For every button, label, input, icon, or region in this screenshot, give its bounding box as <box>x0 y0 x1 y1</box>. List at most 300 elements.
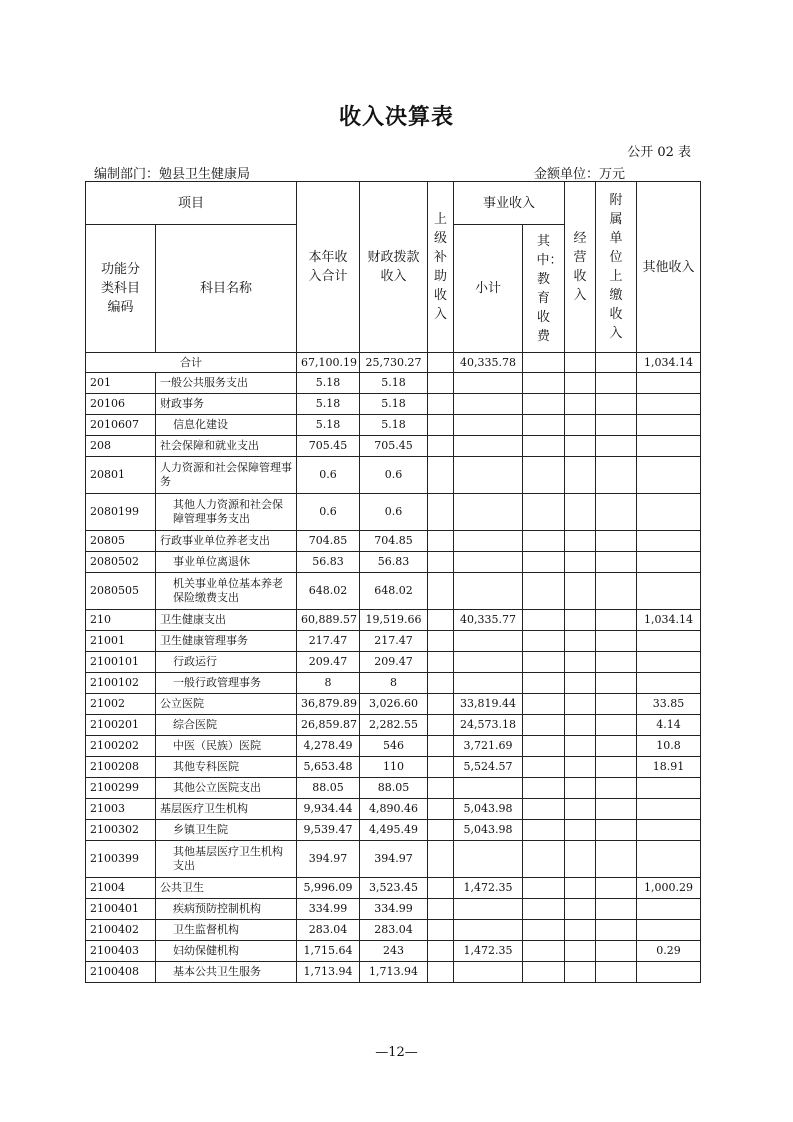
row-fiscal-income: 1,713.94 <box>360 962 428 983</box>
row-business-subtotal: 1,472.35 <box>454 941 523 962</box>
row-fiscal-income: 4,890.46 <box>360 799 428 820</box>
row-affiliated-income <box>596 920 637 941</box>
row-affiliated-income <box>596 531 637 552</box>
row-total-income: 4,278.49 <box>297 736 360 757</box>
row-business-subtotal <box>454 673 523 694</box>
row-superior-income <box>428 415 454 436</box>
table-row <box>86 920 701 941</box>
row-operating-income <box>565 778 596 799</box>
total-affiliated-value <box>596 353 637 373</box>
row-other-income <box>637 494 701 531</box>
header-business-subtotal: 小计 <box>454 225 523 353</box>
row-other-income <box>637 436 701 457</box>
row-code: 20805 <box>86 531 156 552</box>
row-code: 2100302 <box>86 820 156 841</box>
table-row <box>86 778 701 799</box>
row-affiliated-income <box>596 962 637 983</box>
row-business-subtotal: 24,573.18 <box>454 715 523 736</box>
row-other-income: 1,034.14 <box>637 610 701 631</box>
row-fiscal-income: 546 <box>360 736 428 757</box>
row-subject-name: 信息化建设 <box>156 415 297 436</box>
row-fiscal-income: 56.83 <box>360 552 428 573</box>
row-edu-fee <box>523 415 565 436</box>
page-number: —12— <box>375 1045 418 1060</box>
row-other-income <box>637 415 701 436</box>
row-edu-fee <box>523 841 565 878</box>
row-affiliated-income <box>596 373 637 394</box>
row-code: 20106 <box>86 394 156 415</box>
row-fiscal-income: 3,523.45 <box>360 878 428 899</box>
header-subject-name: 科目名称 <box>156 225 297 353</box>
row-code: 2080505 <box>86 573 156 610</box>
row-operating-income <box>565 920 596 941</box>
row-code: 2100401 <box>86 899 156 920</box>
row-fiscal-income: 0.6 <box>360 494 428 531</box>
row-fiscal-income: 0.6 <box>360 457 428 494</box>
row-edu-fee <box>523 531 565 552</box>
row-edu-fee <box>523 373 565 394</box>
row-affiliated-income <box>596 652 637 673</box>
table-row <box>86 878 701 899</box>
row-total-income: 8 <box>297 673 360 694</box>
row-subject-name: 乡镇卫生院 <box>156 820 297 841</box>
row-superior-income <box>428 941 454 962</box>
header-fiscal-allocation: 财政拨款收入 <box>360 182 428 353</box>
row-other-income: 33.85 <box>637 694 701 715</box>
row-total-income: 36,879.89 <box>297 694 360 715</box>
row-subject-name: 一般行政管理事务 <box>156 673 297 694</box>
row-total-income: 88.05 <box>297 778 360 799</box>
page-title: 收入决算表 <box>338 105 454 130</box>
row-total-income: 648.02 <box>297 573 360 610</box>
row-subject-name: 基本公共卫生服务 <box>156 962 297 983</box>
row-code: 2010607 <box>86 415 156 436</box>
row-operating-income <box>565 415 596 436</box>
row-affiliated-income <box>596 736 637 757</box>
row-code: 2100208 <box>86 757 156 778</box>
table-row <box>86 394 701 415</box>
row-fiscal-income: 110 <box>360 757 428 778</box>
row-edu-fee <box>523 673 565 694</box>
row-fiscal-income: 283.04 <box>360 920 428 941</box>
row-business-subtotal <box>454 920 523 941</box>
row-total-income: 394.97 <box>297 841 360 878</box>
row-superior-income <box>428 457 454 494</box>
row-edu-fee <box>523 920 565 941</box>
row-superior-income <box>428 694 454 715</box>
row-code: 2100101 <box>86 652 156 673</box>
row-total-income: 0.6 <box>297 494 360 531</box>
row-superior-income <box>428 436 454 457</box>
row-operating-income <box>565 962 596 983</box>
row-subject-name: 妇幼保健机构 <box>156 941 297 962</box>
row-edu-fee <box>523 610 565 631</box>
row-fiscal-income: 705.45 <box>360 436 428 457</box>
total-row <box>86 353 701 373</box>
row-code: 2100202 <box>86 736 156 757</box>
row-affiliated-income <box>596 552 637 573</box>
row-other-income <box>637 394 701 415</box>
table-row <box>86 552 701 573</box>
row-other-income <box>637 799 701 820</box>
row-superior-income <box>428 820 454 841</box>
row-fiscal-income: 19,519.66 <box>360 610 428 631</box>
row-other-income <box>637 652 701 673</box>
row-business-subtotal <box>454 494 523 531</box>
row-subject-name: 基层医疗卫生机构 <box>156 799 297 820</box>
row-business-subtotal: 40,335.77 <box>454 610 523 631</box>
row-superior-income <box>428 610 454 631</box>
row-subject-name: 综合医院 <box>156 715 297 736</box>
row-affiliated-income <box>596 878 637 899</box>
row-edu-fee <box>523 736 565 757</box>
row-business-subtotal <box>454 962 523 983</box>
total-business-value: 40,335.78 <box>454 353 523 373</box>
row-edu-fee <box>523 878 565 899</box>
row-superior-income <box>428 757 454 778</box>
row-operating-income <box>565 694 596 715</box>
row-code: 2100402 <box>86 920 156 941</box>
row-business-subtotal <box>454 631 523 652</box>
row-fiscal-income: 243 <box>360 941 428 962</box>
row-total-income: 5.18 <box>297 415 360 436</box>
total-superior-value <box>428 353 454 373</box>
row-affiliated-income <box>596 715 637 736</box>
row-business-subtotal <box>454 552 523 573</box>
row-affiliated-income <box>596 899 637 920</box>
row-superior-income <box>428 799 454 820</box>
row-business-subtotal <box>454 531 523 552</box>
row-business-subtotal: 5,043.98 <box>454 820 523 841</box>
row-total-income: 1,713.94 <box>297 962 360 983</box>
row-subject-name: 其他基层医疗卫生机构支出 <box>156 841 297 878</box>
row-subject-name: 人力资源和社会保障管理事务 <box>156 457 297 494</box>
row-subject-name: 卫生监督机构 <box>156 920 297 941</box>
table-row <box>86 715 701 736</box>
row-operating-income <box>565 631 596 652</box>
row-business-subtotal: 5,524.57 <box>454 757 523 778</box>
table-row <box>86 820 701 841</box>
row-operating-income <box>565 610 596 631</box>
row-other-income <box>637 899 701 920</box>
row-code: 21003 <box>86 799 156 820</box>
row-code: 210 <box>86 610 156 631</box>
row-affiliated-income <box>596 673 637 694</box>
amount-unit: 金额单位：万元 <box>534 167 626 182</box>
row-edu-fee <box>523 552 565 573</box>
row-operating-income <box>565 736 596 757</box>
row-other-income <box>637 573 701 610</box>
row-affiliated-income <box>596 820 637 841</box>
row-code: 2100299 <box>86 778 156 799</box>
row-subject-name: 一般公共服务支出 <box>156 373 297 394</box>
row-superior-income <box>428 878 454 899</box>
table-row <box>86 841 701 878</box>
row-other-income <box>637 962 701 983</box>
row-fiscal-income: 8 <box>360 673 428 694</box>
row-subject-name: 其他人力资源和社会保障管理事务支出 <box>156 494 297 531</box>
row-affiliated-income <box>596 415 637 436</box>
row-other-income <box>637 841 701 878</box>
total-operating-value <box>565 353 596 373</box>
row-operating-income <box>565 436 596 457</box>
table-row <box>86 799 701 820</box>
row-subject-name: 中医（民族）医院 <box>156 736 297 757</box>
row-superior-income <box>428 394 454 415</box>
row-business-subtotal <box>454 841 523 878</box>
table-row <box>86 694 701 715</box>
row-operating-income <box>565 573 596 610</box>
header-function-code: 功能分类科目编码 <box>86 225 156 353</box>
row-fiscal-income: 334.99 <box>360 899 428 920</box>
table-row <box>86 457 701 494</box>
row-total-income: 5.18 <box>297 373 360 394</box>
row-other-income <box>637 373 701 394</box>
table-row <box>86 610 701 631</box>
row-operating-income <box>565 494 596 531</box>
row-affiliated-income <box>596 778 637 799</box>
row-edu-fee <box>523 941 565 962</box>
row-code: 201 <box>86 373 156 394</box>
row-total-income: 9,934.44 <box>297 799 360 820</box>
total-fiscal-value: 25,730.27 <box>360 353 428 373</box>
table-row <box>86 962 701 983</box>
table-row <box>86 531 701 552</box>
header-business-income: 事业收入 <box>454 182 565 225</box>
row-operating-income <box>565 457 596 494</box>
row-subject-name: 公立医院 <box>156 694 297 715</box>
row-fiscal-income: 394.97 <box>360 841 428 878</box>
row-business-subtotal <box>454 394 523 415</box>
row-business-subtotal: 33,819.44 <box>454 694 523 715</box>
row-superior-income <box>428 631 454 652</box>
row-edu-fee <box>523 394 565 415</box>
row-superior-income <box>428 573 454 610</box>
row-edu-fee <box>523 694 565 715</box>
table-row <box>86 673 701 694</box>
row-operating-income <box>565 552 596 573</box>
row-code: 208 <box>86 436 156 457</box>
row-subject-name: 卫生健康支出 <box>156 610 297 631</box>
total-edu-value <box>523 353 565 373</box>
header-affiliated-income: 附属单位上缴收入 <box>596 182 637 353</box>
row-total-income: 209.47 <box>297 652 360 673</box>
row-superior-income <box>428 715 454 736</box>
row-affiliated-income <box>596 799 637 820</box>
row-total-income: 26,859.87 <box>297 715 360 736</box>
row-operating-income <box>565 715 596 736</box>
row-business-subtotal <box>454 652 523 673</box>
row-other-income <box>637 531 701 552</box>
table-row <box>86 736 701 757</box>
row-subject-name: 卫生健康管理事务 <box>156 631 297 652</box>
row-subject-name: 财政事务 <box>156 394 297 415</box>
row-fiscal-income: 3,026.60 <box>360 694 428 715</box>
row-subject-name: 社会保障和就业支出 <box>156 436 297 457</box>
row-other-income <box>637 457 701 494</box>
row-operating-income <box>565 373 596 394</box>
table-code: 公开 02 表 <box>627 145 691 160</box>
row-operating-income <box>565 820 596 841</box>
row-operating-income <box>565 652 596 673</box>
row-fiscal-income: 5.18 <box>360 373 428 394</box>
row-superior-income <box>428 652 454 673</box>
row-fiscal-income: 2,282.55 <box>360 715 428 736</box>
row-business-subtotal <box>454 899 523 920</box>
row-affiliated-income <box>596 494 637 531</box>
row-superior-income <box>428 373 454 394</box>
row-code: 2100201 <box>86 715 156 736</box>
row-affiliated-income <box>596 573 637 610</box>
row-total-income: 56.83 <box>297 552 360 573</box>
table-row <box>86 899 701 920</box>
row-affiliated-income <box>596 457 637 494</box>
row-superior-income <box>428 962 454 983</box>
row-fiscal-income: 88.05 <box>360 778 428 799</box>
row-total-income: 705.45 <box>297 436 360 457</box>
row-superior-income <box>428 494 454 531</box>
row-subject-name: 行政事业单位养老支出 <box>156 531 297 552</box>
row-code: 21001 <box>86 631 156 652</box>
row-business-subtotal <box>454 573 523 610</box>
row-affiliated-income <box>596 694 637 715</box>
row-edu-fee <box>523 962 565 983</box>
row-business-subtotal <box>454 415 523 436</box>
row-fiscal-income: 4,495.49 <box>360 820 428 841</box>
row-operating-income <box>565 394 596 415</box>
table-row <box>86 415 701 436</box>
row-affiliated-income <box>596 841 637 878</box>
row-fiscal-income: 5.18 <box>360 415 428 436</box>
row-superior-income <box>428 778 454 799</box>
row-code: 2100399 <box>86 841 156 878</box>
row-superior-income <box>428 841 454 878</box>
header-superior-subsidy: 上级补助收入 <box>428 182 454 353</box>
row-operating-income <box>565 757 596 778</box>
table-row <box>86 757 701 778</box>
row-business-subtotal: 1,472.35 <box>454 878 523 899</box>
row-total-income: 5,653.48 <box>297 757 360 778</box>
row-subject-name: 公共卫生 <box>156 878 297 899</box>
row-total-income: 5,996.09 <box>297 878 360 899</box>
row-code: 2100403 <box>86 941 156 962</box>
row-code: 21002 <box>86 694 156 715</box>
row-affiliated-income <box>596 631 637 652</box>
row-affiliated-income <box>596 394 637 415</box>
row-fiscal-income: 704.85 <box>360 531 428 552</box>
row-code: 2100408 <box>86 962 156 983</box>
row-subject-name: 疾病预防控制机构 <box>156 899 297 920</box>
row-superior-income <box>428 552 454 573</box>
row-subject-name: 其他公立医院支出 <box>156 778 297 799</box>
row-superior-income <box>428 899 454 920</box>
row-edu-fee <box>523 820 565 841</box>
row-code: 21004 <box>86 878 156 899</box>
row-fiscal-income: 217.47 <box>360 631 428 652</box>
header-item: 项目 <box>86 182 297 225</box>
row-operating-income <box>565 841 596 878</box>
row-operating-income <box>565 878 596 899</box>
row-total-income: 9,539.47 <box>297 820 360 841</box>
row-operating-income <box>565 941 596 962</box>
row-total-income: 1,715.64 <box>297 941 360 962</box>
row-other-income: 4.14 <box>637 715 701 736</box>
header-total-income: 本年收入合计 <box>297 182 360 353</box>
row-edu-fee <box>523 457 565 494</box>
total-income-value: 67,100.19 <box>297 353 360 373</box>
income-statement-table <box>85 181 701 983</box>
row-superior-income <box>428 673 454 694</box>
table-row <box>86 631 701 652</box>
total-other-value: 1,034.14 <box>637 353 701 373</box>
row-business-subtotal <box>454 436 523 457</box>
row-code: 2080502 <box>86 552 156 573</box>
row-other-income: 10.8 <box>637 736 701 757</box>
row-edu-fee <box>523 899 565 920</box>
row-edu-fee <box>523 652 565 673</box>
row-edu-fee <box>523 715 565 736</box>
row-operating-income <box>565 673 596 694</box>
row-subject-name: 其他专科医院 <box>156 757 297 778</box>
header-operating-income: 经营收入 <box>565 182 596 353</box>
row-edu-fee <box>523 573 565 610</box>
row-edu-fee <box>523 757 565 778</box>
row-other-income <box>637 631 701 652</box>
row-business-subtotal <box>454 373 523 394</box>
row-affiliated-income <box>596 436 637 457</box>
row-total-income: 704.85 <box>297 531 360 552</box>
row-other-income <box>637 820 701 841</box>
row-operating-income <box>565 899 596 920</box>
header-education-fee: 其中：教育收费 <box>523 225 565 353</box>
row-business-subtotal: 3,721.69 <box>454 736 523 757</box>
row-subject-name: 机关事业单位基本养老保险缴费支出 <box>156 573 297 610</box>
row-total-income: 5.18 <box>297 394 360 415</box>
row-other-income: 0.29 <box>637 941 701 962</box>
row-other-income <box>637 920 701 941</box>
row-edu-fee <box>523 778 565 799</box>
row-edu-fee <box>523 631 565 652</box>
row-operating-income <box>565 531 596 552</box>
row-other-income <box>637 552 701 573</box>
table-row <box>86 373 701 394</box>
row-edu-fee <box>523 799 565 820</box>
row-superior-income <box>428 736 454 757</box>
row-affiliated-income <box>596 757 637 778</box>
total-label: 合计 <box>86 353 297 373</box>
table-row <box>86 941 701 962</box>
row-fiscal-income: 209.47 <box>360 652 428 673</box>
row-total-income: 283.04 <box>297 920 360 941</box>
row-total-income: 217.47 <box>297 631 360 652</box>
row-fiscal-income: 648.02 <box>360 573 428 610</box>
row-business-subtotal <box>454 457 523 494</box>
row-edu-fee <box>523 436 565 457</box>
row-affiliated-income <box>596 610 637 631</box>
row-total-income: 0.6 <box>297 457 360 494</box>
row-superior-income <box>428 920 454 941</box>
row-subject-name: 事业单位离退休 <box>156 552 297 573</box>
row-business-subtotal: 5,043.98 <box>454 799 523 820</box>
row-other-income <box>637 673 701 694</box>
row-code: 2100102 <box>86 673 156 694</box>
row-code: 20801 <box>86 457 156 494</box>
row-business-subtotal <box>454 778 523 799</box>
row-other-income <box>637 778 701 799</box>
row-superior-income <box>428 531 454 552</box>
row-affiliated-income <box>596 941 637 962</box>
table-row <box>86 494 701 531</box>
